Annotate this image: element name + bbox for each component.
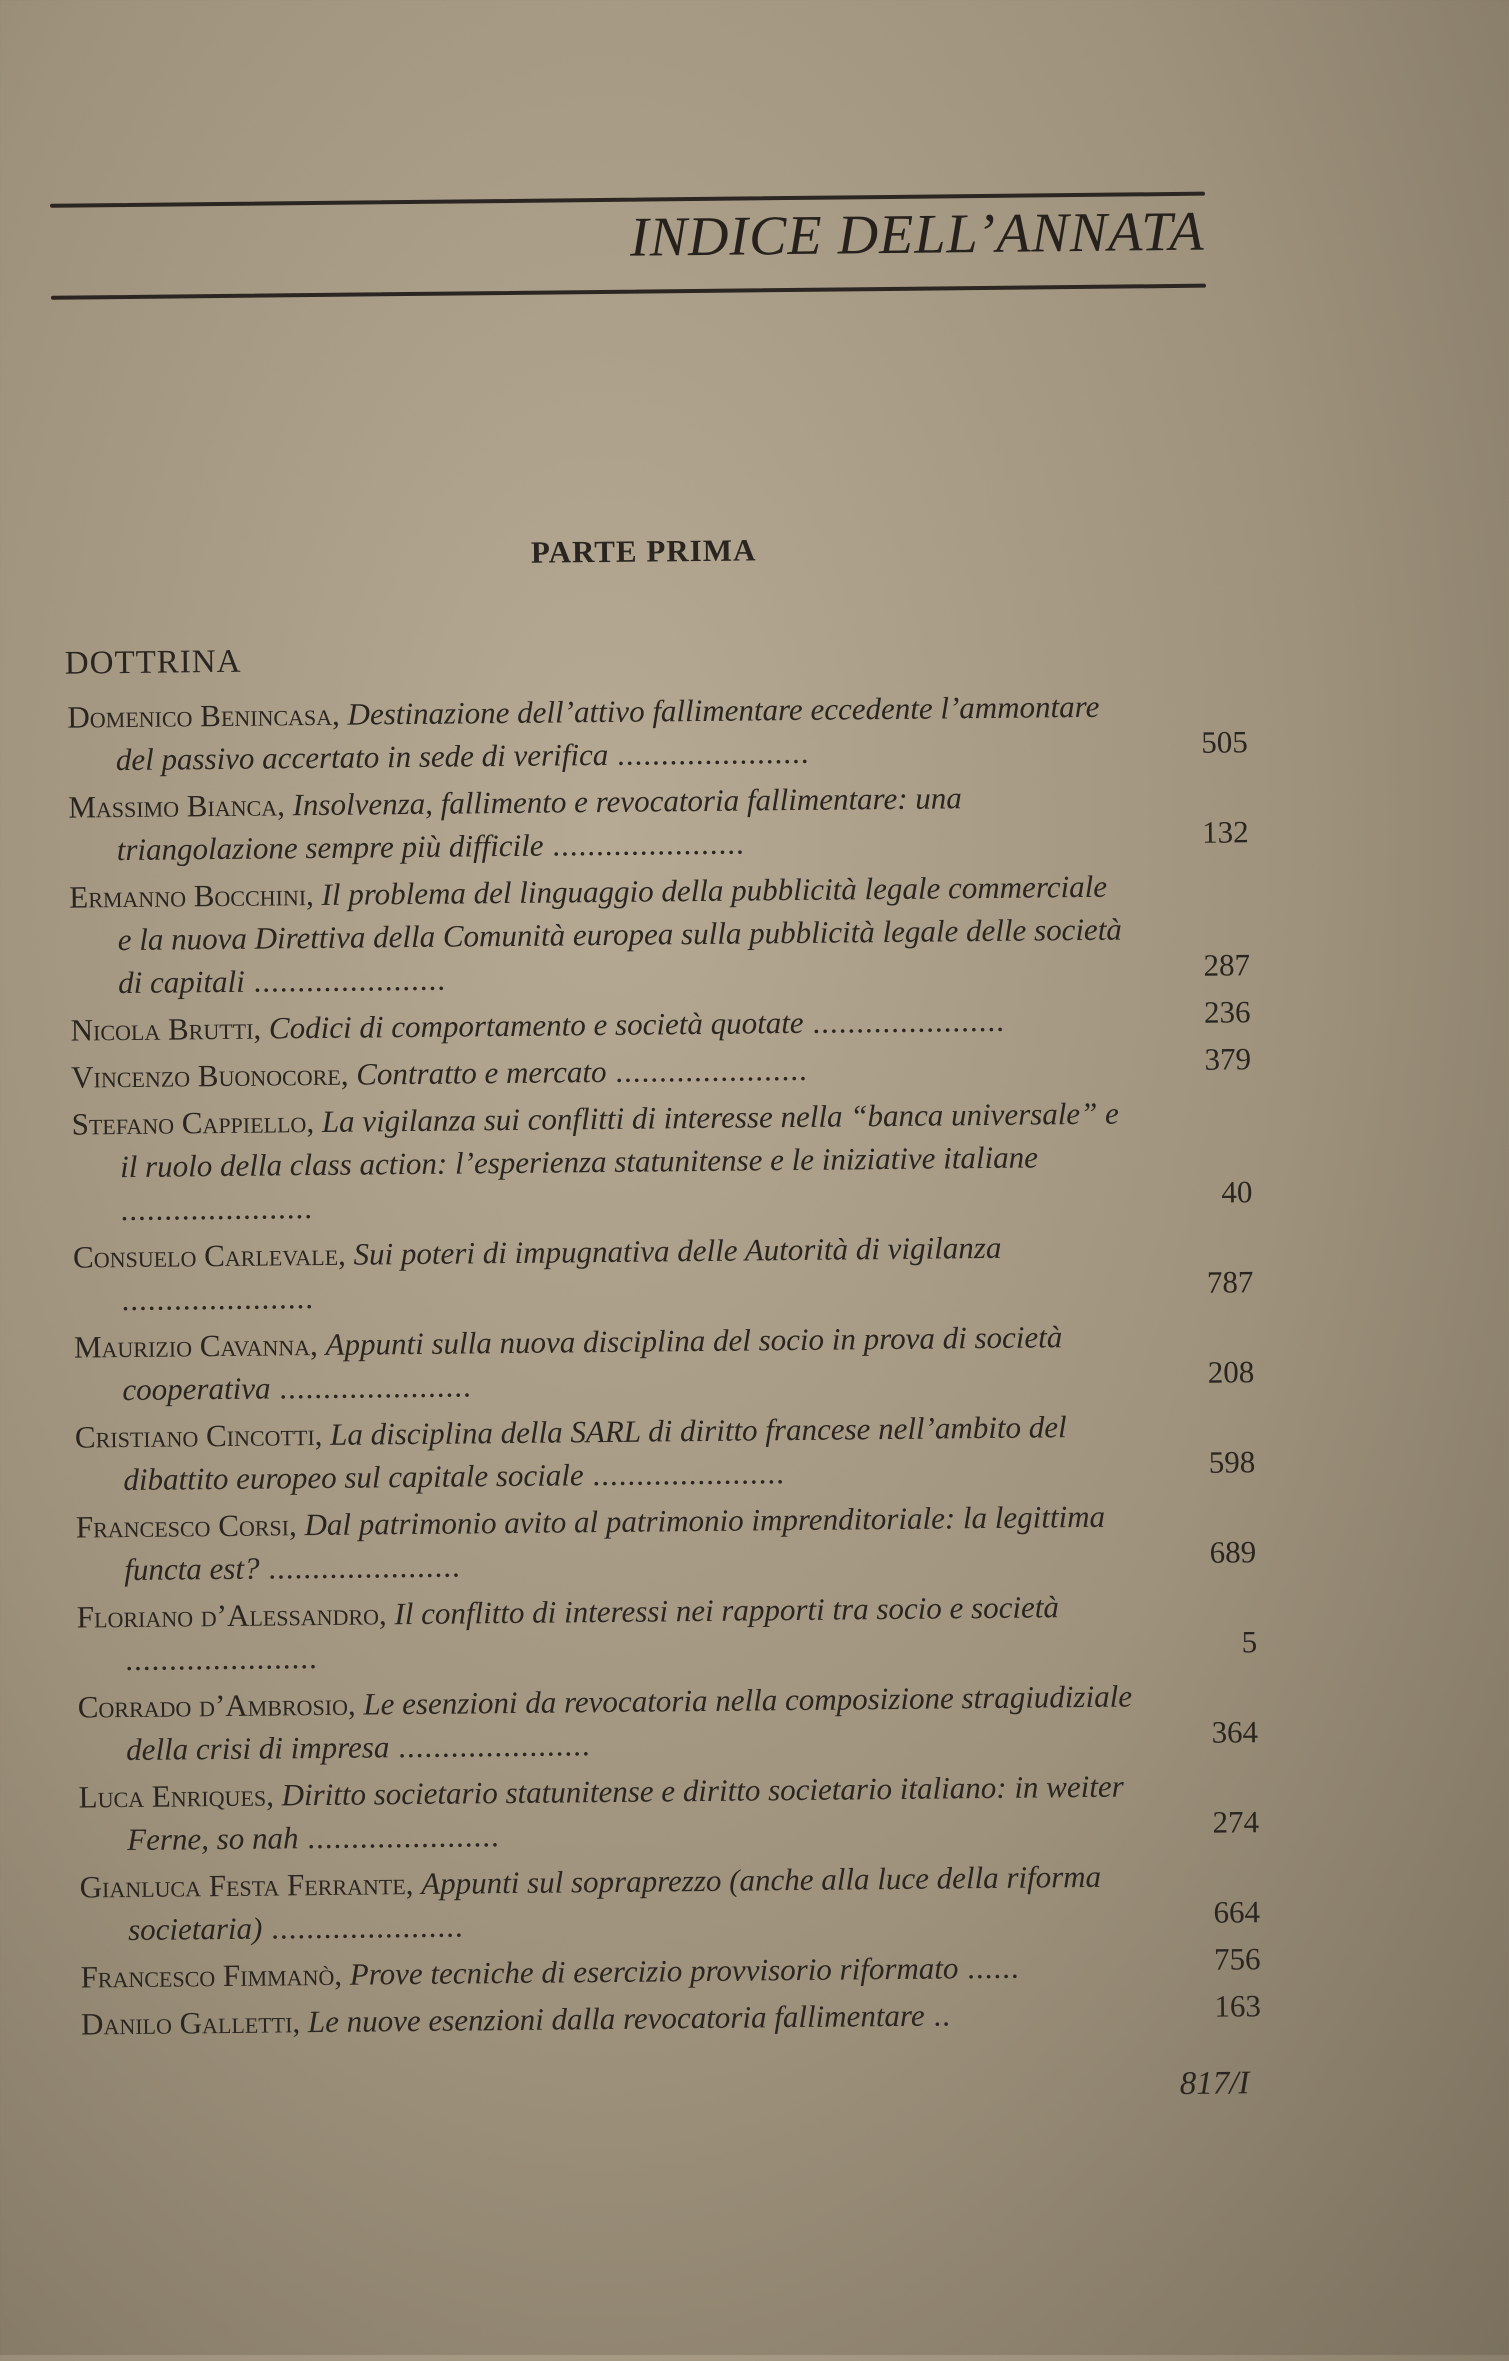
entry-text <box>78 1674 1137 1771</box>
entry-page: 689 <box>1209 1534 1257 1570</box>
entry-author: Luca Enriques, <box>78 1777 275 1815</box>
header-rule-bottom <box>51 284 1206 300</box>
dot-leader: ...................... <box>543 825 745 863</box>
index-entry <box>79 1853 1260 1951</box>
entry-page: 236 <box>1203 994 1251 1030</box>
entry-page: 379 <box>1204 1041 1252 1077</box>
entry-title: Appunti sul sopraprezzo (anche alla luce della riforma societaria) <box>127 1858 1102 1948</box>
entry-title: Dal patrimonio avito al patrimonio imprenditoriale: la legittima functa est? <box>124 1498 1106 1588</box>
entry-title: Diritto societario statunitense e diritto societario italiano: in weiter Ferne, so nah <box>126 1768 1124 1858</box>
entry-title: Codici di comportamento e società quotate <box>268 1004 804 1046</box>
entry-page: 664 <box>1213 1894 1261 1930</box>
dot-leader: ...................... <box>389 1727 591 1765</box>
entry-text <box>75 1404 1134 1501</box>
entry-text <box>74 1314 1133 1411</box>
index-entry <box>69 863 1250 1004</box>
page-number-footer: 817/I <box>1179 2065 1250 2103</box>
entry-author: Corrado d’Ambrosio, <box>77 1686 356 1725</box>
entry-author: Nicola Brutti, <box>70 1010 262 1048</box>
index-entry <box>78 1673 1259 1771</box>
entry-author: Cristiano Cincotti, <box>74 1416 323 1455</box>
entry-title: Prove tecniche di esercizio provvisorio riformato <box>349 1950 959 1992</box>
entry-text <box>79 1854 1138 1951</box>
entry-text <box>71 1045 1129 1099</box>
index-entry <box>75 1403 1256 1501</box>
entry-text <box>67 685 1126 782</box>
index-entry <box>73 1223 1254 1321</box>
dot-leader: ...................... <box>583 1455 786 1493</box>
entry-page: 287 <box>1203 947 1251 983</box>
entry-author: Danilo Galletti, <box>80 2004 301 2042</box>
dot-leader: ...... <box>958 1949 1020 1986</box>
entry-author: Floriano d’Alessandro, <box>76 1596 387 1635</box>
entry-page: 274 <box>1212 1804 1260 1840</box>
entry-page: 787 <box>1206 1264 1254 1300</box>
index-entry <box>81 1990 1261 2045</box>
entry-page: 163 <box>1214 1988 1262 2024</box>
dot-leader: ...................... <box>606 1051 808 1089</box>
entry-author: Gianluca Festa Ferrante, <box>79 1866 414 1905</box>
entry-author: Francesco Fimmanò, <box>80 1956 343 1995</box>
section-heading: DOTTRINA <box>64 643 242 682</box>
entry-author: Vincenzo Buonocore, <box>70 1056 349 1095</box>
entry-text <box>81 1991 1139 2045</box>
index-entry <box>74 1313 1255 1411</box>
dot-leader: ...................... <box>120 1190 314 1228</box>
entry-author: Francesco Corsi, <box>75 1507 297 1545</box>
entry-page: 756 <box>1213 1941 1261 1977</box>
page-title: INDICE DELL’ANNATA <box>629 200 1205 269</box>
entry-text <box>80 1944 1138 1998</box>
dot-leader: ...................... <box>259 1548 461 1586</box>
entry-text <box>70 998 1128 1052</box>
entry-title: Il problema del linguaggio della pubblicità legale commerciale e la nuova Direttiva della Comunità europea sulla pubblicità legale delle società di capitali <box>117 868 1123 1001</box>
entry-text <box>78 1764 1137 1861</box>
entry-page: 208 <box>1207 1354 1255 1390</box>
entry-author: Stefano Cappiello, <box>71 1104 315 1142</box>
entry-text <box>76 1494 1135 1591</box>
dot-leader: ...................... <box>125 1640 318 1678</box>
entry-page: 598 <box>1208 1444 1256 1480</box>
entry-title: Destinazione dell’attivo fallimentare eccedente l’ammontare del passivo accertato in sede di verifica <box>115 688 1100 778</box>
entry-page: 5 <box>1241 1624 1258 1660</box>
dot-leader: ...................... <box>803 1002 1006 1040</box>
entry-title: La disciplina della SARL di diritto francese nell’ambito del dibattito europeo sul capitale sociale <box>123 1409 1067 1498</box>
index-entries <box>67 683 1261 2049</box>
dot-leader: ...................... <box>270 1368 472 1406</box>
entry-title: Il conflitto di interessi nei rapporti tra socio e società <box>394 1589 1060 1632</box>
entry-author: Ermanno Bocchini, <box>69 877 315 915</box>
entry-text <box>71 1092 1130 1232</box>
entry-author: Consuelo Carlevale, <box>72 1236 346 1275</box>
dot-leader: ...................... <box>608 734 810 772</box>
entry-author: Massimo Bianca, <box>68 787 286 825</box>
entry-page: 40 <box>1221 1174 1253 1210</box>
dot-leader: ...................... <box>121 1280 315 1318</box>
entry-title: Le nuove esenzioni dalla revocatoria fallimentare <box>307 1997 925 2040</box>
entry-author: Maurizio Cavanna, <box>73 1327 318 1365</box>
entry-text <box>73 1224 1132 1321</box>
entry-text <box>69 865 1128 1005</box>
entry-title: Sui poteri di impugnativa delle Autorità di vigilanza <box>353 1229 1002 1272</box>
index-entry <box>80 1943 1260 1998</box>
dot-leader: ...................... <box>244 961 447 999</box>
entry-page: 505 <box>1201 724 1248 760</box>
entry-page: 132 <box>1201 814 1249 850</box>
entry-text <box>68 775 1127 872</box>
index-entry <box>76 1493 1257 1591</box>
entry-author: Domenico Benincasa, <box>67 696 341 735</box>
part-heading: PARTE PRIMA <box>530 532 757 570</box>
entry-title: Le esenzioni da revocatoria nella composizione stragiudiziale della crisi di impresa <box>126 1678 1133 1768</box>
entry-title: Insolvenza, fallimento e revocatoria fallimentare: una triangolazione sempre più difficile <box>116 780 963 868</box>
index-entry <box>78 1763 1259 1861</box>
entry-title: Contratto e mercato <box>356 1053 607 1092</box>
index-entry <box>67 683 1248 781</box>
index-entry <box>71 1090 1252 1231</box>
entry-title: Appunti sulla nuova disciplina del socio in prova di società cooperativa <box>122 1319 1063 1408</box>
index-entry <box>77 1583 1258 1681</box>
index-entry <box>71 1043 1251 1098</box>
entry-text <box>77 1584 1136 1681</box>
index-entry <box>68 773 1249 871</box>
dot-leader: ...................... <box>298 1818 500 1856</box>
dot-leader: .. <box>924 1997 952 2033</box>
entry-page: 364 <box>1211 1714 1259 1750</box>
index-entry <box>70 996 1250 1051</box>
dot-leader: ...................... <box>262 1908 464 1946</box>
entry-title: La vigilanza sui conflitti di interesse nella “banca universale” e il ruolo della class action: l’esperienza statunitense e le iniziative italiane <box>119 1095 1120 1185</box>
